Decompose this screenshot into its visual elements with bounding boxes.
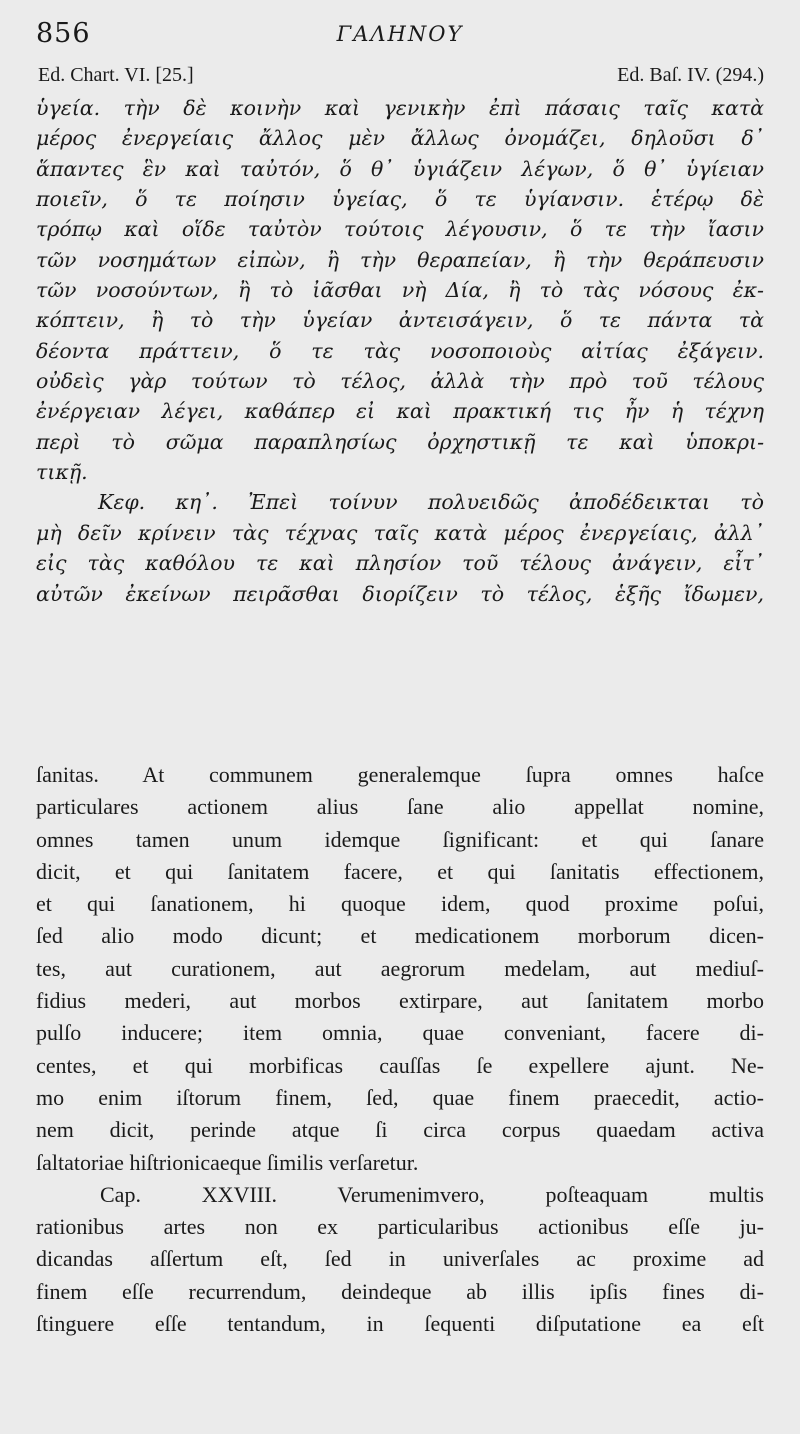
latin-line: dicandas aſſertum eſt, ſed in univerſales ac proxime ad bbox=[36, 1246, 764, 1272]
latin-line: tes, aut curationem, aut aegrorum medelam, aut mediuſ- bbox=[36, 955, 764, 981]
latin-line: omnes tamen unum idemque ſignificant: et qui ſanare bbox=[36, 826, 764, 852]
latin-line: pulſo inducere; item omnia, quae conveniant, facere di- bbox=[36, 1020, 764, 1046]
latin-line: ſaltatoriae hiſtrionicaeque ſimilis verſaretur. bbox=[36, 1149, 419, 1175]
latin-line: ſtinguere eſſe tentandum, in ſequenti diſputatione ea eſt bbox=[36, 1311, 764, 1337]
latin-chapter-line: Cap. XXVIII. Verumenimvero, poſteaquam multis bbox=[100, 1181, 764, 1207]
greek-line: κόπτειν, ἢ τὸ τὴν ὑγείαν ἀντεισάγειν, ὅ τε πάντα τὰ bbox=[36, 308, 764, 333]
latin-line: nem dicit, perinde atque ſi circa corpus quaedam activa bbox=[36, 1117, 764, 1143]
page-number: 856 bbox=[36, 18, 91, 49]
latin-line: et qui ſanationem, hi quoque idem, quod proxime poſui, bbox=[36, 891, 764, 917]
latin-text-block bbox=[36, 759, 764, 1340]
greek-line: περὶ τὸ σῶμα παραπλησίως ὀρχηστικῇ τε καὶ ὑποκρι- bbox=[36, 429, 764, 454]
latin-line: ſed alio modo dicunt; et medicationem morborum dicen- bbox=[36, 923, 764, 949]
latin-line: mo enim iſtorum finem, ſed, quae finem praecedit, actio- bbox=[36, 1084, 764, 1110]
greek-line: τῶν νοσημάτων εἰπὼν, ἢ τὴν θεραπείαν, ἢ τὴν θεράπευσιν bbox=[36, 247, 764, 272]
edition-reference-left: Ed. Chart. VI. [25.] bbox=[38, 64, 194, 86]
edition-reference-right: Ed. Baſ. IV. (294.) bbox=[617, 64, 764, 86]
greek-line: ἐνέργειαν λέγει, καθάπερ εἰ καὶ πρακτική τις ἦν ἡ τέχνη bbox=[36, 399, 764, 424]
greek-line: ποιεῖν, ὅ τε ποίησιν ὑγείας, ὅ τε ὑγίανσιν. ἑτέρῳ δὲ bbox=[36, 187, 764, 212]
latin-line: particulares actionem alius ſane alio appellat nomine, bbox=[36, 794, 764, 820]
greek-text-block bbox=[36, 93, 764, 609]
latin-line: dicit, et qui ſanitatem facere, et qui ſanitatis effectionem, bbox=[36, 858, 764, 884]
latin-line: ſanitas. At communem generalemque ſupra omnes haſce bbox=[36, 762, 764, 787]
latin-line: finem eſſe recurrendum, deindeque ab illis ipſis fines di- bbox=[36, 1278, 764, 1304]
greek-line: τρόπῳ καὶ οἵδε ταὐτὸν τούτοις λέγουσιν, ὅ τε τὴν ἴασιν bbox=[36, 217, 764, 242]
latin-line: rationibus artes non ex particularibus actionibus eſſe ju- bbox=[36, 1214, 764, 1240]
greek-chapter-line: Κεφ. κη᾽. Ἐπεὶ τοίνυν πολυειδῶς ἀποδέδεικται τὸ bbox=[98, 490, 764, 515]
greek-line: δέοντα πράττειν, ὅ τε τὰς νοσοποιοὺς αἰτίας ἐξάγειν. bbox=[36, 338, 764, 363]
greek-line: ἅπαντες ἓν καὶ ταὐτόν, ὅ θ᾽ ὑγιάζειν λέγων, ὅ θ᾽ ὑγίειαν bbox=[36, 156, 764, 181]
greek-line: αὐτῶν ἐκείνων πειρᾶσθαι διορίζειν τὸ τέλος, ἑξῆς ἴδωμεν, bbox=[36, 581, 764, 606]
greek-line: ὑγεία. τὴν δὲ κοινὴν καὶ γενικὴν ἐπὶ πάσαις ταῖς κατὰ bbox=[36, 96, 764, 120]
greek-line: τικῇ. bbox=[36, 460, 88, 485]
latin-line: fidius mederi, aut morbos extirpare, aut ſanitatem morbo bbox=[36, 988, 764, 1014]
running-title: ΓΑΛΗΝΟΥ bbox=[336, 22, 464, 46]
greek-line: μέρος ἐνεργείαις ἄλλος μὲν ἄλλως ὀνομάζει, δηλοῦσι δ᾽ bbox=[36, 126, 764, 151]
greek-line: οὐδεὶς γὰρ τούτων τὸ τέλος, ἀλλὰ τὴν πρὸ τοῦ τέλους bbox=[36, 369, 764, 394]
greek-line: εἰς τὰς καθόλου τε καὶ πλησίον τοῦ τέλους ἀνάγειν, εἶτ᾽ bbox=[36, 551, 764, 576]
greek-line: μὴ δεῖν κρίνειν τὰς τέχνας ταῖς κατὰ μέρος ἐνεργείαις, ἀλλ᾽ bbox=[36, 520, 764, 545]
greek-line: τῶν νοσούντων, ἢ τὸ ἰᾶσθαι νὴ Δία, ἢ τὸ τὰς νόσους ἐκ- bbox=[36, 278, 764, 303]
latin-line: centes, et qui morbificas cauſſas ſe expellere ajunt. Ne- bbox=[36, 1052, 764, 1078]
